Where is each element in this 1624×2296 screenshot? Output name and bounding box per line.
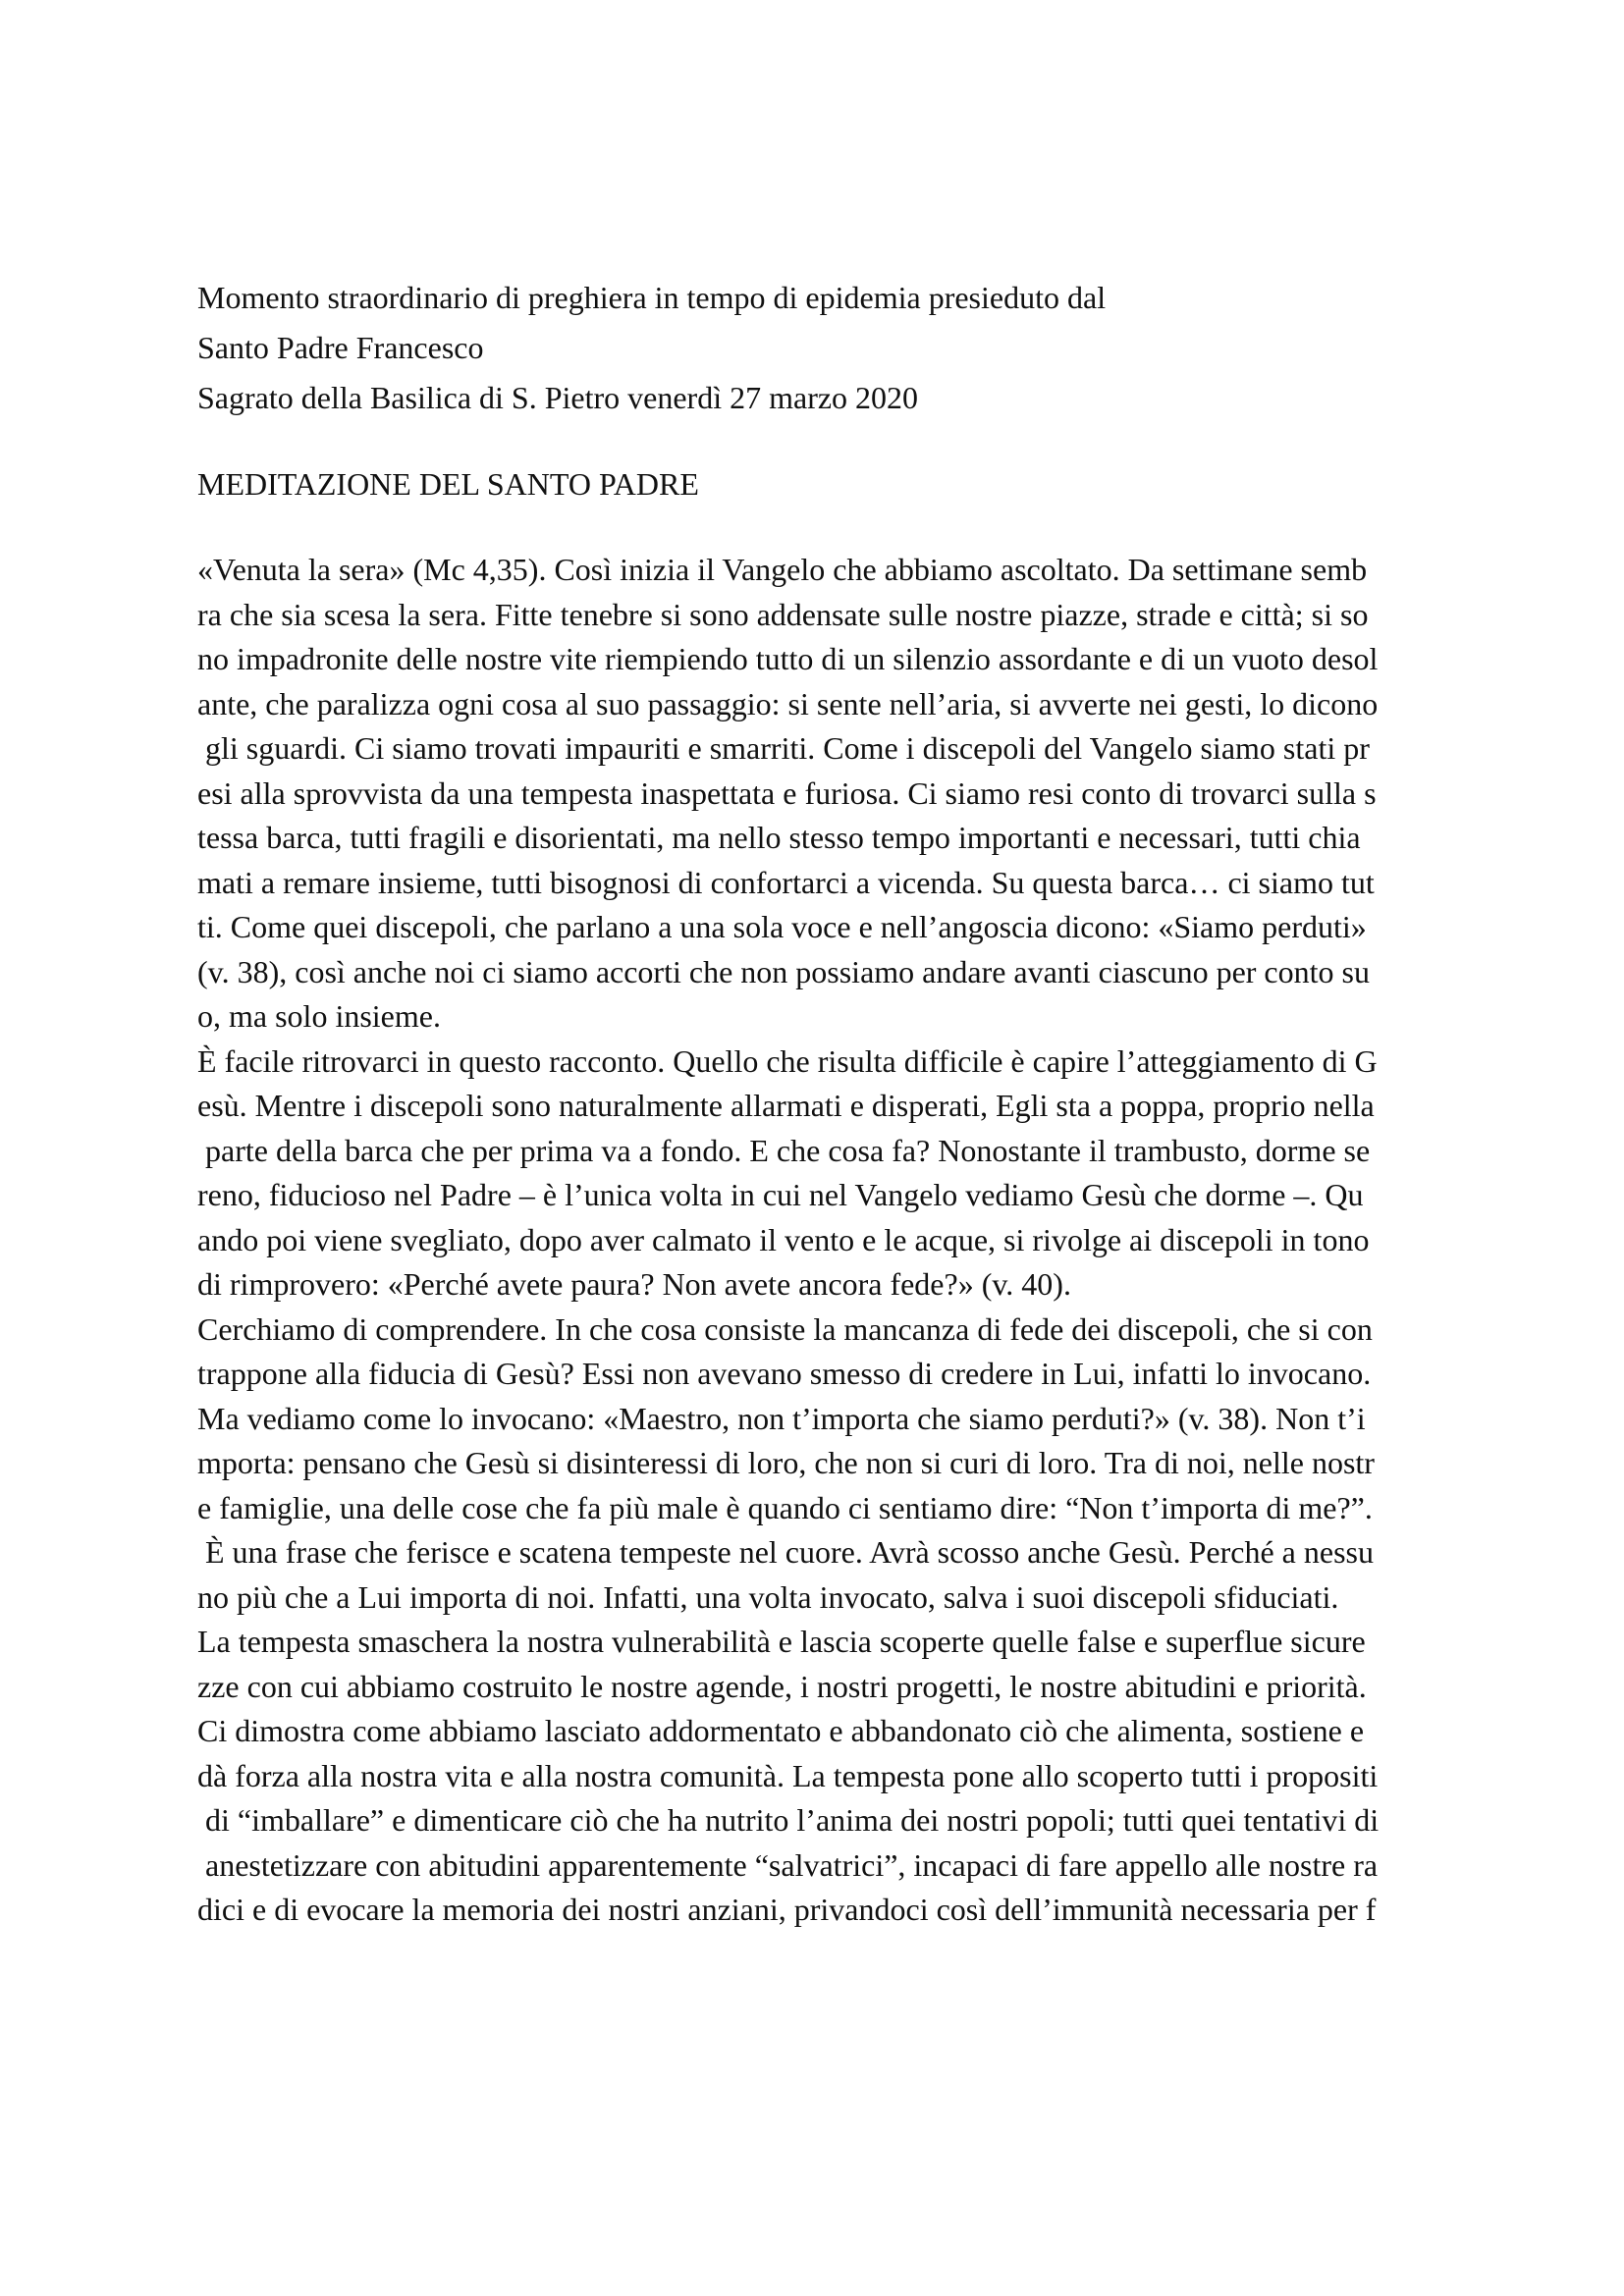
body-line: ando poi viene svegliato, dopo aver calmato il vento e le acque, si rivolge ai discepoli in tono xyxy=(197,1221,1370,1257)
body-line: ante, che paralizza ogni cosa al suo passaggio: si sente nell’aria, si avverte nei gesti, lo dicono xyxy=(197,685,1379,721)
body-line: di rimprovero: «Perché avete paura? Non avete ancora fede?» (v. 40). xyxy=(197,1266,1071,1302)
body-line: Ci dimostra come abbiamo lasciato addormentato e abbandonato ciò che alimenta, sostiene e xyxy=(197,1713,1365,1748)
body-line: zze con cui abbiamo costruito le nostre agende, i nostri progetti, le nostre abitudini e priorità. xyxy=(197,1668,1367,1704)
section-title: MEDITAZIONE DEL SANTO PADRE xyxy=(197,466,699,502)
body-line: ti. Come quei discepoli, che parlano a una sola voce e nell’angoscia dicono: «Siamo perduti» xyxy=(197,909,1367,944)
body-line: È facile ritrovarci in questo racconto. Quello che risulta difficile è capire l’atteggiamento di G xyxy=(197,1042,1378,1079)
header-line-2: Santo Padre Francesco xyxy=(197,330,484,365)
body-line: mati a remare insieme, tutti bisognosi di confortarci a vicenda. Su questa barca… ci siamo tut xyxy=(197,864,1375,900)
body-line: di “imballare” e dimenticare ciò che ha nutrito l’anima dei nostri popoli; tutti quei tentativi di xyxy=(197,1802,1380,1838)
body-line: no impadronite delle nostre vite riempiendo tutto di un silenzio assordante e di un vuoto desol xyxy=(197,641,1379,676)
document-body xyxy=(197,548,1474,1933)
body-line: È una frase che ferisce e scatena tempeste nel cuore. Avrà scosso anche Gesù. Perché a nessu xyxy=(197,1534,1374,1570)
body-line: reno, fiducioso nel Padre – è l’unica volta in cui nel Vangelo vediamo Gesù che dorme –. Qu xyxy=(197,1177,1364,1212)
body-line: esù. Mentre i discepoli sono naturalmente allarmati e disperati, Egli sta a poppa, proprio nella xyxy=(197,1088,1375,1123)
body-line: ra che sia scesa la sera. Fitte tenebre si sono addensate sulle nostre piazze, strade e città; si so xyxy=(197,596,1369,632)
body-line: anestetizzare con abitudini apparentemente “salvatrici”, incapaci di fare appello alle nostre ra xyxy=(197,1846,1379,1883)
body-line: parte della barca che per prima va a fondo. E che cosa fa? Nonostante il trambusto, dorme se xyxy=(197,1132,1371,1168)
body-line: Ma vediamo come lo invocano: «Maestro, non t’importa che siamo perduti?» (v. 38). Non t’i xyxy=(197,1400,1366,1436)
body-line: La tempesta smaschera la nostra vulnerabilità e lascia scoperte quelle false e superflue sicure xyxy=(197,1624,1366,1659)
body-line: trappone alla fiducia di Gesù? Essi non avevano smesso di credere in Lui, infatti lo invocano. xyxy=(197,1356,1372,1391)
body-line: esi alla sprovvista da una tempesta inaspettata e furiosa. Ci siamo resi conto di trovarci sulla s xyxy=(197,774,1377,811)
body-line: e famiglie, una delle cose che fa più male è quando ci sentiamo dire: “Non t’importa di me?”. xyxy=(197,1489,1373,1525)
body-line: mporta: pensano che Gesù si disinteressi di loro, che non si curi di loro. Tra di noi, nelle nostr xyxy=(197,1445,1375,1480)
body-line: dici e di evocare la memoria dei nostri anziani, privandoci così dell’immunità necessaria per f xyxy=(197,1892,1377,1927)
body-line: gli sguardi. Ci siamo trovati impauriti e smarriti. Come i discepoli del Vangelo siamo stati pr xyxy=(197,730,1370,766)
header-line-1: Momento straordinario di preghiera in tempo di epidemia presieduto dal xyxy=(197,280,1107,315)
body-line: o, ma solo insieme. xyxy=(197,998,441,1034)
body-line: dà forza alla nostra vita e alla nostra comunità. La tempesta pone allo scoperto tutti i propositi xyxy=(197,1757,1379,1793)
body-line: Cerchiamo di comprendere. In che cosa consiste la mancanza di fede dei discepoli, che si con xyxy=(197,1310,1373,1347)
body-line: no più che a Lui importa di noi. Infatti, una volta invocato, salva i suoi discepoli sfiduciati. xyxy=(197,1578,1339,1615)
body-line: «Venuta la sera» (Mc 4,35). Così inizia il Vangelo che abbiamo ascoltato. Da settimane semb xyxy=(197,552,1368,587)
body-line: (v. 38), così anche noi ci siamo accorti che non possiamo andare avanti ciascuno per conto su xyxy=(197,953,1370,989)
header-line-3: Sagrato della Basilica di S. Pietro venerdì 27 marzo 2020 xyxy=(197,380,919,415)
body-line: tessa barca, tutti fragili e disorientati, ma nello stesso tempo importanti e necessari, tutti chia xyxy=(197,820,1361,855)
document-header xyxy=(197,273,1474,423)
